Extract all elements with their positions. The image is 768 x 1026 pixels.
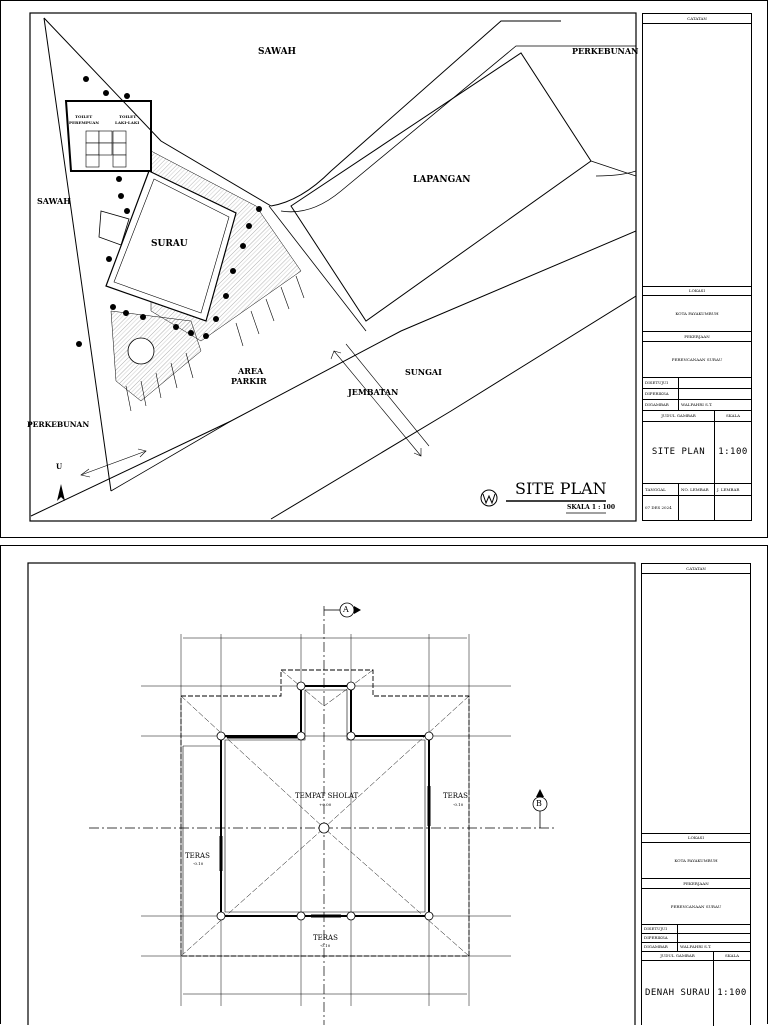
tb2-catatan: CATATAN bbox=[642, 564, 750, 574]
tb-pekerjaan-value: PERENCANAAN SURAU bbox=[643, 342, 751, 378]
tb2-pekerjaan: PEKERJAAN bbox=[642, 879, 750, 889]
section-b-marker bbox=[533, 789, 547, 828]
tb-drawing-title: SITE PLAN bbox=[643, 422, 715, 483]
direction-arrow-icon bbox=[81, 449, 146, 477]
label-toilet-women-2: PEREMPUAN bbox=[69, 120, 99, 125]
columns bbox=[217, 682, 433, 920]
tb2-skala: SKALA bbox=[725, 953, 739, 958]
tb-scale-value: 1:100 bbox=[718, 447, 748, 457]
tb-date: 07 DES 2024 bbox=[643, 496, 679, 520]
label-lapangan: LAPANGAN bbox=[413, 175, 471, 185]
tb-skala: SKALA bbox=[726, 413, 740, 418]
label-teras-left: TERAS bbox=[185, 852, 210, 860]
tb-lokasi: LOKASI bbox=[643, 286, 751, 296]
site-plan-title: SITE PLAN bbox=[515, 479, 607, 498]
label-perkebunan-west: PERKEBUNAN bbox=[27, 420, 90, 429]
tb-catatan: CATATAN bbox=[643, 14, 751, 24]
label-sungai: SUNGAI bbox=[405, 367, 442, 377]
tb2-scale-value: 1:100 bbox=[717, 988, 747, 998]
label-teras-right-level: -0.10 bbox=[453, 802, 464, 807]
section-a-label: A bbox=[343, 605, 349, 614]
tb-disetujui: DISETUJUI bbox=[643, 378, 679, 388]
label-teras-right: TERAS bbox=[443, 792, 468, 800]
north-arrow-icon bbox=[57, 484, 65, 501]
tb2-lokasi-value: KOTA PAYAKUMBUH bbox=[642, 843, 750, 879]
tb-tanggal: TANGGAL bbox=[643, 484, 679, 495]
label-sawah-west: SAWAH bbox=[37, 196, 71, 206]
tb-digambar-value: WALFAHRI S.T. bbox=[681, 402, 713, 407]
parking-hatch bbox=[111, 311, 201, 401]
tb2-pekerjaan-value: PERENCANAAN SURAU bbox=[642, 889, 750, 925]
tb-judul-gambar: JUDUL GAMBAR bbox=[643, 411, 715, 421]
tb-digambar: DIGAMBAR bbox=[643, 400, 679, 410]
title-block-floor-plan bbox=[641, 563, 751, 1025]
tb-lokasi-value: KOTA PAYAKUMBUH bbox=[643, 296, 751, 332]
label-teras-left-level: -0.10 bbox=[193, 861, 204, 866]
label-jembatan: JEMBATAN bbox=[348, 387, 399, 397]
tb2-disetujui: DISETUJUI bbox=[642, 925, 678, 933]
tb2-diperiksa: DIPERIKSA bbox=[642, 934, 678, 942]
label-toilet-women: TOILET bbox=[75, 114, 93, 119]
surau-walls bbox=[221, 686, 429, 916]
floor-plan-sheet bbox=[0, 545, 768, 1024]
logo-icon bbox=[481, 490, 497, 506]
title-block-site-plan bbox=[642, 13, 752, 521]
section-b-label: B bbox=[536, 799, 542, 808]
label-tempat-sholat: TEMPAT SHOLAT bbox=[295, 792, 359, 800]
lapangan-field bbox=[291, 53, 591, 321]
label-sawah-north: SAWAH bbox=[258, 47, 297, 57]
label-north: U bbox=[56, 462, 63, 471]
tb2-digambar: DIGAMBAR bbox=[642, 943, 678, 951]
label-perkebunan-north: PERKEBUNAN bbox=[572, 46, 639, 56]
label-toilet-men: TOILET bbox=[119, 114, 137, 119]
label-teras-bottom-level: -0.10 bbox=[320, 943, 331, 948]
tb2-digambar-value: WALFAHRI S.T. bbox=[680, 944, 712, 949]
tb-jumlah-lembar: J. LEMBAR bbox=[717, 486, 740, 492]
tb2-lokasi: LOKASI bbox=[642, 833, 750, 843]
label-surau: SURAU bbox=[151, 239, 188, 249]
tb-diperiksa: DIPERIKSA bbox=[643, 389, 679, 399]
tb-pekerjaan: PEKERJAAN bbox=[643, 332, 751, 342]
label-parkir: PARKIR bbox=[231, 376, 267, 386]
site-plan-scale: SKALA 1 : 100 bbox=[567, 504, 616, 511]
label-teras-bottom: TERAS bbox=[313, 934, 338, 942]
label-toilet-men-2: LAKI-LAKI bbox=[115, 120, 140, 125]
round-planter bbox=[128, 338, 154, 364]
label-tempat-sholat-level: +0.00 bbox=[319, 802, 332, 807]
label-area: AREA bbox=[238, 366, 264, 376]
tb2-judul-gambar: JUDUL GAMBAR bbox=[642, 952, 714, 960]
tb-no-lembar: NO. LEMBAR bbox=[679, 484, 715, 495]
tb2-drawing-title: DENAH SURAU bbox=[642, 961, 714, 1026]
